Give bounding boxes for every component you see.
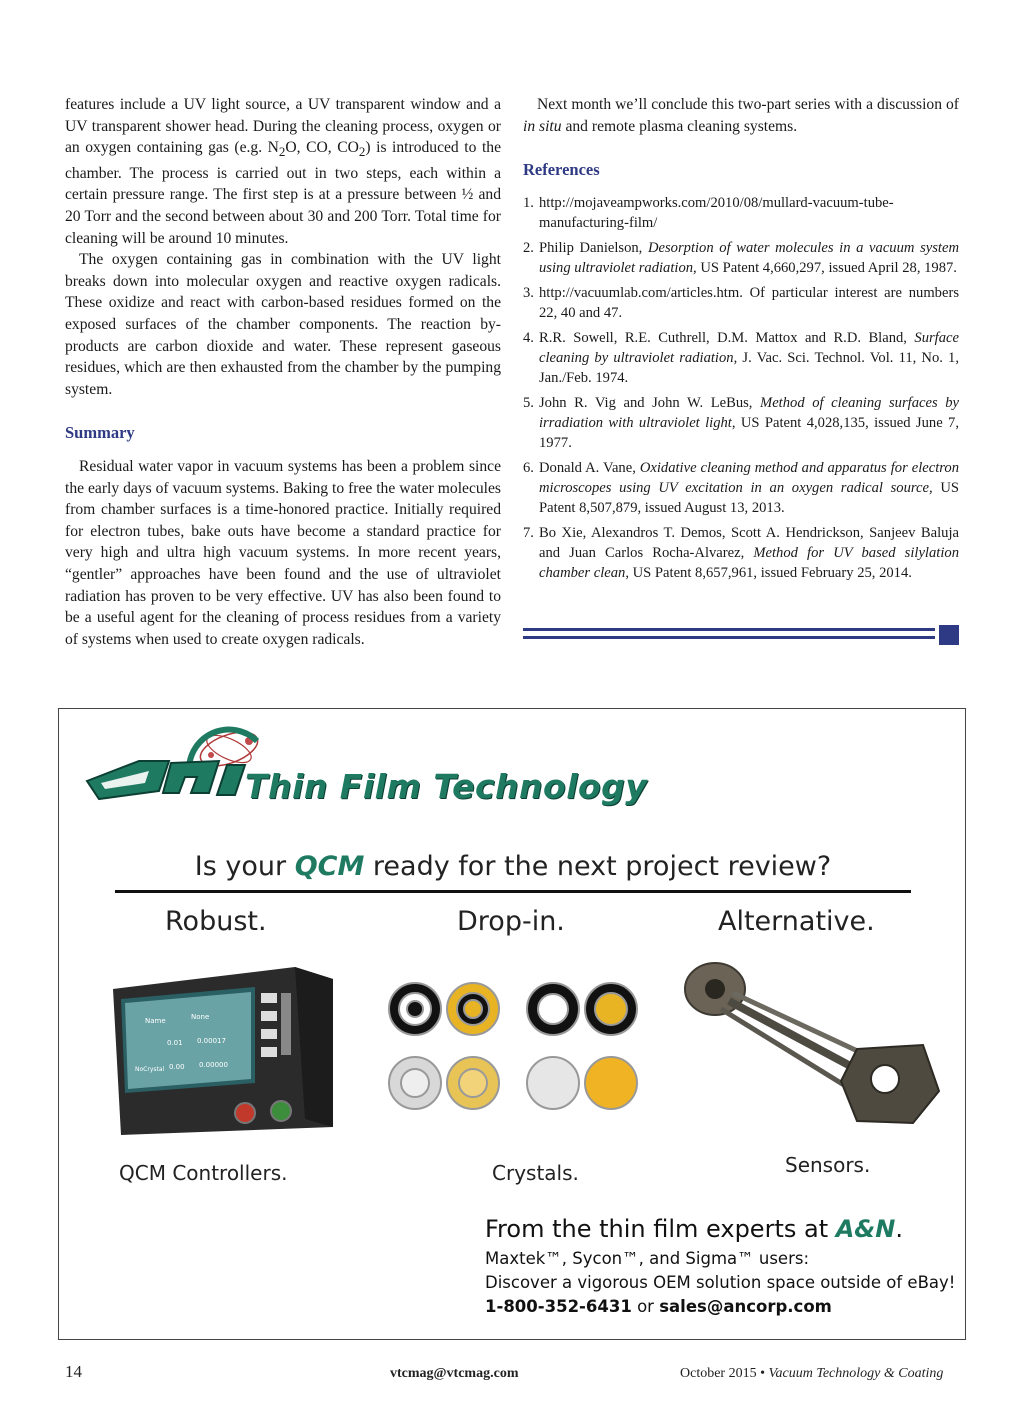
subscript: 2: [278, 144, 286, 160]
reference-number: 7.: [523, 524, 534, 541]
reference-text: R.R. Sowell, R.E. Cuthrell, D.M. Mattox and R.D. Bland,: [539, 329, 915, 346]
right-column: [523, 94, 959, 588]
bullet-separator: •: [760, 1366, 765, 1381]
page-number: 14: [65, 1362, 82, 1381]
feature-drop-in: Drop-in.: [457, 906, 565, 937]
ad-headline: [59, 851, 967, 882]
reference-title: Desorption of water molecules in a vacuum system using ultraviolet radiation: [539, 239, 959, 276]
crystals-image: [385, 975, 645, 1121]
paragraph-summary: Residual water vapor in vacuum systems has been a problem since the early days of vacuum systems. Baking to free the water molecules from chamber surfaces is a time-honored practice. Initially required for electron tubes, bake outs have become a standard practice for very high and ultra high vacuum systems. In more recent years, “gentler” approaches have been found and the use of ultraviolet radiation has proven to be very effective. UV has also been found to be a useful agent for the cleaning of process residues from a variety of systems when used to create oxygen radicals.: [65, 458, 501, 648]
text-run: .: [895, 1215, 903, 1243]
reference-text: Donald A. Vane,: [539, 459, 640, 476]
reference-number: 3.: [523, 284, 534, 301]
reference-text: John R. Vig and John W. LeBus,: [539, 394, 761, 411]
reference-number: 1.: [523, 194, 534, 211]
sensor-image: [681, 957, 943, 1127]
reference-item: [523, 523, 959, 583]
reference-item: [523, 283, 959, 323]
caption-sensors: Sensors.: [785, 1153, 871, 1177]
caption-crystals: Crystals.: [492, 1161, 579, 1185]
reference-number: 5.: [523, 394, 534, 411]
screen-label: Name: [145, 1017, 166, 1025]
magazine-title: Vacuum Technology & Coating: [768, 1366, 944, 1381]
reference-link[interactable]: http://vacuumlab.com/articles.htm. Of particular interest are numbers 22, 40 and 47.: [539, 284, 959, 321]
reference-title: Oxidative cleaning method and apparatus for electron microscopes using UV excitation in an oxygen radical source,: [539, 459, 959, 496]
text-run: ready for the next project review?: [364, 851, 832, 882]
paragraph-oxygen-gas: The oxygen containing gas in combination with the UV light breaks down into molecular oxygen and reactive oxygen radicals. These oxidize and react with carbon-based residues formed on the exposed surfaces of the chamber components. The reaction by-products are carbon dioxide and water. These represent gaseous residues, which are then exhausted from the chamber by the pumping system.: [65, 251, 501, 398]
rule-line: [523, 636, 935, 639]
caption-qcm-controllers: QCM Controllers.: [119, 1161, 288, 1185]
text-run: ) is introduced to the chamber. The process is carried out in two steps, each within a certain pressure range. The first step is at a pressure between ½ and 20 Torr and the second between about 30 and 200 Torr. Total time for cleaning will be around 10 minutes.: [65, 139, 501, 247]
paragraph-next-month: [523, 94, 959, 137]
text-run: or: [631, 1297, 660, 1316]
reference-text: Bo Xie, Alexandros T. Demos, Scott A. Hendrickson, Sanjeev Baluja and Juan Carlos Rocha-Alvarez,: [539, 524, 959, 561]
headline-rule: [115, 890, 911, 893]
brand-name: Thin Film Technology: [245, 767, 648, 806]
reference-number: 6.: [523, 459, 534, 476]
rule-line: [523, 628, 935, 631]
reference-item: [523, 393, 959, 453]
screen-label: NoCrystal: [135, 1066, 165, 1073]
left-column: [65, 94, 501, 650]
contact-block: [485, 1215, 955, 1319]
reference-item: [523, 328, 959, 388]
screen-label: 0.01: [167, 1039, 183, 1047]
references-list: [523, 193, 959, 583]
phone-email-line: [485, 1295, 955, 1319]
reference-title: Method of cleaning surfaces by irradiation with ultraviolet light: [539, 394, 959, 431]
text-run: Next month we’ll conclude this two-part series with a discussion of: [537, 96, 959, 113]
screen-label: 0.00017: [197, 1037, 226, 1045]
reference-text: , US Patent 8,657,961, issued February 25, 2014.: [625, 564, 912, 581]
reference-text: Philip Danielson,: [539, 239, 648, 256]
text-run: features include a UV light source, a UV transparent window and a UV transparent shower head. During the cleaning process, oxygen or an oxygen containing gas (e.g. N: [65, 96, 501, 157]
advertisement-box[interactable]: [58, 708, 966, 1340]
reference-number: 2.: [523, 239, 534, 256]
issue-date: October 2015: [680, 1366, 757, 1381]
an-highlight: A&N: [835, 1215, 896, 1243]
reference-item: [523, 458, 959, 518]
email-link[interactable]: sales@ancorp.com: [659, 1297, 832, 1316]
reference-title: Surface cleaning by ultraviolet radiation: [539, 329, 959, 366]
subscript: 2: [358, 144, 366, 160]
reference-text: , US Patent 4,028,135, issued June 7, 1977.: [539, 414, 959, 451]
reference-text: , J. Vac. Sci. Technol. Vol. 11, No. 1, Jan./Feb. 1974.: [539, 349, 959, 386]
reference-title: Method for UV based silylation chamber clean: [539, 544, 959, 581]
article-end-rule: [523, 625, 959, 645]
feature-alternative: Alternative.: [718, 906, 875, 937]
reference-item: [523, 238, 959, 278]
text-run: and remote plasma cleaning systems.: [561, 117, 798, 135]
italic-text: in situ: [523, 117, 562, 135]
screen-label: None: [191, 1013, 210, 1021]
reference-link[interactable]: http://mojaveampworks.com/2010/08/mullard-vacuum-tube-manufacturing-film/: [539, 194, 894, 231]
qcm-controller-image: [105, 959, 337, 1139]
qcm-highlight: QCM: [294, 851, 365, 882]
reference-number: 4.: [523, 329, 534, 346]
oem-line: Discover a vigorous OEM solution space outside of eBay!: [485, 1273, 956, 1292]
text-run: O, CO, CO: [285, 139, 359, 157]
feature-robust: Robust.: [165, 906, 267, 937]
users-line: Maxtek™, Sycon™, and Sigma™ users:: [485, 1249, 810, 1268]
screen-label: 0.00000: [199, 1061, 228, 1069]
phone-number[interactable]: 1-800-352-6431: [485, 1297, 632, 1316]
text-run: Is your: [194, 851, 295, 882]
footer-email[interactable]: vtcmag@vtcmag.com: [390, 1366, 519, 1381]
end-square-icon: [939, 625, 959, 645]
paragraph-uv-features: [65, 94, 501, 249]
screen-label: 0.00: [169, 1063, 185, 1071]
text-run: From the thin film experts at: [485, 1215, 836, 1243]
reference-text: US Patent 8,507,879, issued August 13, 2013.: [539, 479, 959, 516]
references-heading: References: [523, 160, 600, 180]
footer-issue: [680, 1366, 943, 1382]
reference-item: [523, 193, 959, 233]
reference-text: , US Patent 4,660,297, issued April 28, 1987.: [693, 259, 957, 276]
contact-line: [485, 1215, 955, 1243]
summary-heading: Summary: [65, 423, 135, 443]
